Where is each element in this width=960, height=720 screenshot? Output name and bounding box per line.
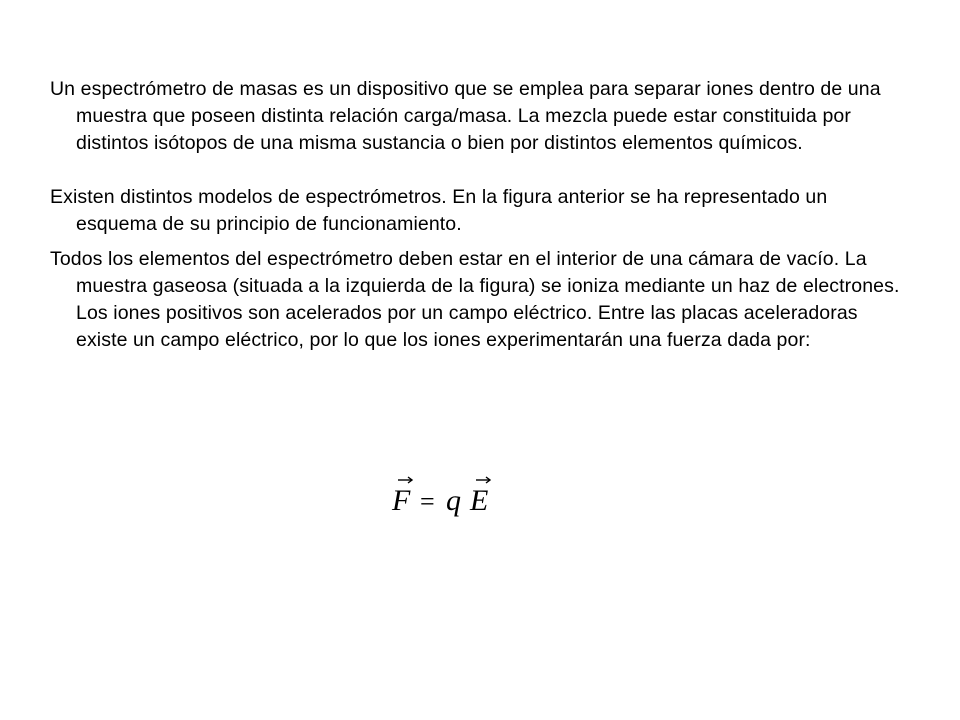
- vector-arrow-f-icon: [398, 477, 412, 483]
- force-equation: [388, 472, 508, 522]
- vector-arrow-e-icon: [476, 477, 490, 483]
- paragraph-models: Existen distintos modelos de espectrómetros. En la figura anterior se ha representado un esquema de su principio de funcionamiento.: [50, 186, 828, 235]
- paragraph-intro: Un espectrómetro de masas es un dispositivo que se emplea para separar iones dentro de una muestra que poseen distinta relación carga/masa. La mezcla puede estar constituida por distintos isótopos de una misma sustancia o bien por distintos elementos químicos.: [50, 78, 881, 154]
- electric-field-symbol: E: [470, 484, 489, 517]
- slide-text-body: [50, 76, 910, 354]
- equals-sign: =: [420, 487, 435, 516]
- charge-symbol: q: [446, 484, 461, 517]
- force-symbol: F: [392, 484, 411, 517]
- paragraph-vacuum-chamber: Todos los elementos del espectrómetro deben estar en el interior de una cámara de vacío. La muestra gaseosa (situada a la izquierda de la figura) se ioniza mediante un haz de electrones. Los iones positivos son acelerados por un campo eléctrico. Entre las placas aceleradoras existe un campo eléctrico, por lo que los iones experimentarán una fuerza dada por:: [50, 248, 900, 351]
